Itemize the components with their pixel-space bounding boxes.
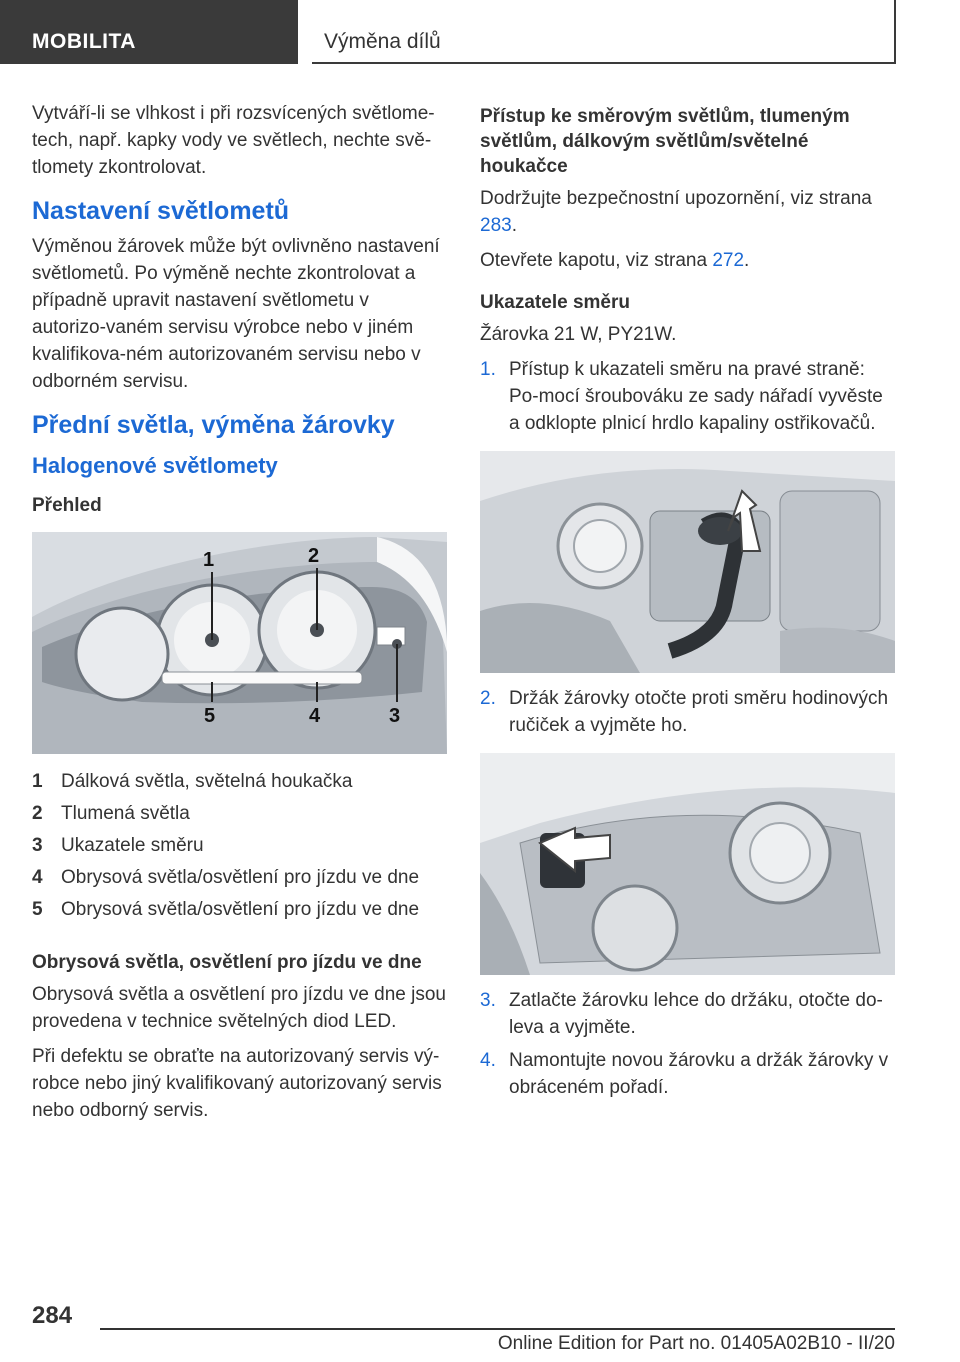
page-header (0, 0, 960, 66)
drl-paragraph-1: Obrysová světla a osvětlení pro jízdu ve dne jsou provedena v technice světelných diod LED. (32, 984, 447, 1032)
safety-paragraph: Dodržujte bezpečnostní upozornění, viz strana 283. (480, 188, 872, 236)
left-column (32, 100, 447, 1132)
chapter-title: Výměna dílů (312, 0, 896, 64)
bulb-holder-figure (480, 753, 895, 975)
heading-overview: Přehled (32, 495, 102, 516)
headlight-overview-figure (32, 532, 447, 754)
section-title: MOBILITA (0, 0, 298, 64)
step-list (480, 356, 895, 1101)
step-item: 2. Držák žárovky otočte proti směru hodinových ručiček a vyjměte ho. (480, 688, 889, 736)
figure-callout: 1 (203, 549, 215, 571)
legend-item: 3 Ukazatele směru (32, 835, 204, 856)
heading-halogen: Halogenové světlomety (32, 453, 278, 478)
intro-paragraph: Vytváří-li se vlhkost i při rozsvícených světlome-tech, např. kapky vody ve světlech, nechte svě-tlomety zkontrolovat. (32, 103, 435, 178)
adjustment-paragraph: Výměnou žárovek může být ovlivněno nastavení světlometů. Po výměně nechte zkontrolovat a případně upravit nastavení světlometu v autorizo-vaném servisu výrobce nebo v jiném kvalifikova-ném autorizovaném servisu nebo v odborném servisu. (32, 236, 440, 392)
bulb-spec: Žárovka 21 W, PY21W. (480, 324, 677, 345)
heading-access: Přístup ke směrovým světlům, tlumeným světlům, dálkovým světlům/světelné houkačce (480, 106, 850, 177)
heading-front-lights: Přední světla, výměna žárovky (32, 411, 395, 439)
page-link-283[interactable]: 283 (480, 215, 512, 236)
step-item: 4. Namontujte novou žárovku a držák žárovky v obráceném pořadí. (480, 1050, 889, 1098)
figure-callout: 3 (389, 705, 401, 727)
edition-note: Online Edition for Part no. 01405A02B10 - II/20 (497, 1333, 895, 1354)
page-link-272[interactable]: 272 (712, 250, 745, 271)
step-item: 1. Přístup k ukazateli směru na pravé straně: Po-mocí šroubováku ze sady nářadí vyvěste a odklopte plnicí hrdlo kapaliny ostřikovačů. (480, 359, 883, 434)
right-column (480, 100, 895, 1107)
figure-callout: 2 (308, 545, 320, 567)
figure-callout: 5 (204, 705, 216, 727)
heading-drl: Obrysová světla, osvětlení pro jízdu ve dne (32, 952, 422, 973)
legend-item: 5 Obrysová světla/osvětlení pro jízdu ve dne (32, 899, 420, 920)
drl-paragraph-2: Při defektu se obraťte na autorizovaný servis vý-robce nebo jiný kvalifikovaný autorizovaný servis nebo odborný servis. (32, 1046, 442, 1121)
heading-headlight-adjustment: Nastavení světlometů (32, 197, 290, 225)
page-number: 284 (32, 1302, 73, 1329)
figure-legend (32, 766, 447, 926)
hood-paragraph: Otevřete kapotu, viz strana 272. (480, 250, 750, 271)
heading-indicators: Ukazatele směru (480, 292, 630, 313)
legend-item: 4 Obrysová světla/osvětlení pro jízdu ve dne (32, 867, 420, 888)
figure-callout: 4 (309, 705, 321, 727)
legend-item: 1 Dálková světla, světelná houkačka (32, 771, 353, 792)
footer-divider (100, 1328, 895, 1330)
step-item: 3. Zatlačte žárovku lehce do držáku, otočte do-leva a vyjměte. (480, 990, 883, 1038)
washer-filler-figure (480, 451, 895, 673)
legend-item: 2 Tlumená světla (32, 803, 190, 824)
